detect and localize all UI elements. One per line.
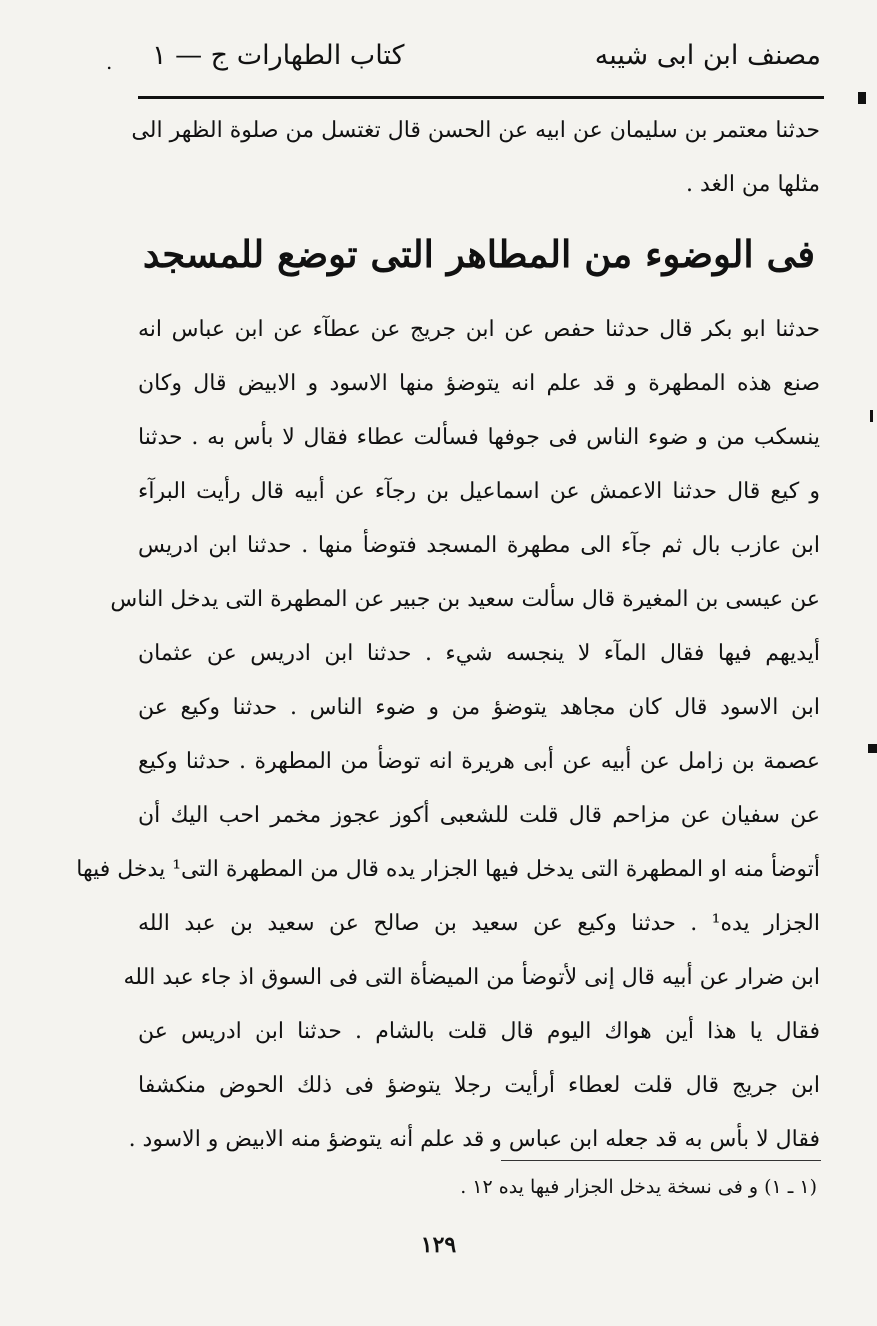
text-line: ابن الاسود قال كان مجاهد يتوضؤ من و ضوء الناس . حدثنا وكيع عن <box>138 695 820 720</box>
footnote: (١ ـ ١) و فى نسخة يدخل الجزار فيها يده ١٢ . <box>460 1176 817 1198</box>
header-rule <box>138 96 824 99</box>
text-line: أتوضأ منه او المطهرة التى يدخل فيها الجزار يده قال من المطهرة التى¹ يدخل فيها <box>76 857 820 882</box>
scan-speck <box>870 410 873 422</box>
text-line: عن سفيان عن مزاحم قال قلت للشعبى أكوز عجوز مخمر احب اليك أن <box>138 803 820 828</box>
scan-speck <box>868 744 877 753</box>
text-line: حدثنا معتمر بن سليمان عن ابيه عن الحسن قال تغتسل من صلوة الظهر الى <box>131 118 820 143</box>
text-line: ابن جريج قال قلت لعطاء أرأيت رجلا يتوضؤ فى ذلك الحوض منكشفا <box>138 1073 820 1098</box>
text-line: مثلها من الغد . <box>685 172 820 197</box>
text-line: حدثنا ابو بكر قال حدثنا حفص عن ابن جريج عن عطآء عن ابن عباس انه <box>138 317 820 342</box>
text-line: و كيع قال حدثنا الاعمش عن اسماعيل بن رجآء عن أبيه قال رأيت البرآء <box>138 479 820 504</box>
text-line: ابن عازب بال ثم جآء الى مطهرة المسجد فتوضأ منها . حدثنا ابن ادريس <box>138 533 820 558</box>
text-line: عصمة بن زامل عن أبيه عن أبى هريرة انه توضأ من المطهرة . حدثنا وكيع <box>138 749 820 774</box>
intro-paragraph <box>131 104 820 212</box>
main-paragraph <box>76 303 821 1167</box>
text-line: أيديهم فيها فقال المآء لا ينجسه شيء . حدثنا ابن ادريس عن عثمان <box>138 641 820 666</box>
text-line: ابن ضرار عن أبيه قال إنى لأتوضأ من الميضأة التى فى السوق اذ جاء عبد الله <box>123 965 820 990</box>
section-heading: فى الوضوء من المطاهر التى توضع للمسجد <box>142 232 816 276</box>
text-line: عن عيسى بن المغيرة قال سألت سعيد بن جبير عن المطهرة التى يدخل الناس <box>110 587 820 612</box>
text-line: فقال يا هذا أين هواك اليوم قال قلت بالشام . حدثنا ابن ادريس عن <box>138 1019 820 1044</box>
page-number: ١٢٩ <box>420 1232 457 1258</box>
footnote-rule <box>501 1160 821 1161</box>
scan-speck <box>858 92 866 104</box>
text-line: فقال لا بأس به قد جعله ابن عباس و قد علم أنه يتوضؤ منه الابيض و الاسود . <box>128 1127 820 1152</box>
header-chapter-title: كتاب الطهارات ج — ١ <box>152 40 405 71</box>
header-book-title: مصنف ابن ابى شيبه <box>594 40 821 71</box>
text-line: ينسكب من و ضوء الناس فى جوفها فسألت عطاء فقال لا بأس به . حدثنا <box>138 425 820 450</box>
text-line: الجزار يده¹ . حدثنا وكيع عن سعيد بن صالح عن سعيد بن عبد الله <box>138 911 820 936</box>
header-dot: . <box>106 50 113 74</box>
text-line: صنع هذه المطهرة و قد علم انه يتوضؤ منها الاسود و الابيض قال وكان <box>138 371 821 396</box>
